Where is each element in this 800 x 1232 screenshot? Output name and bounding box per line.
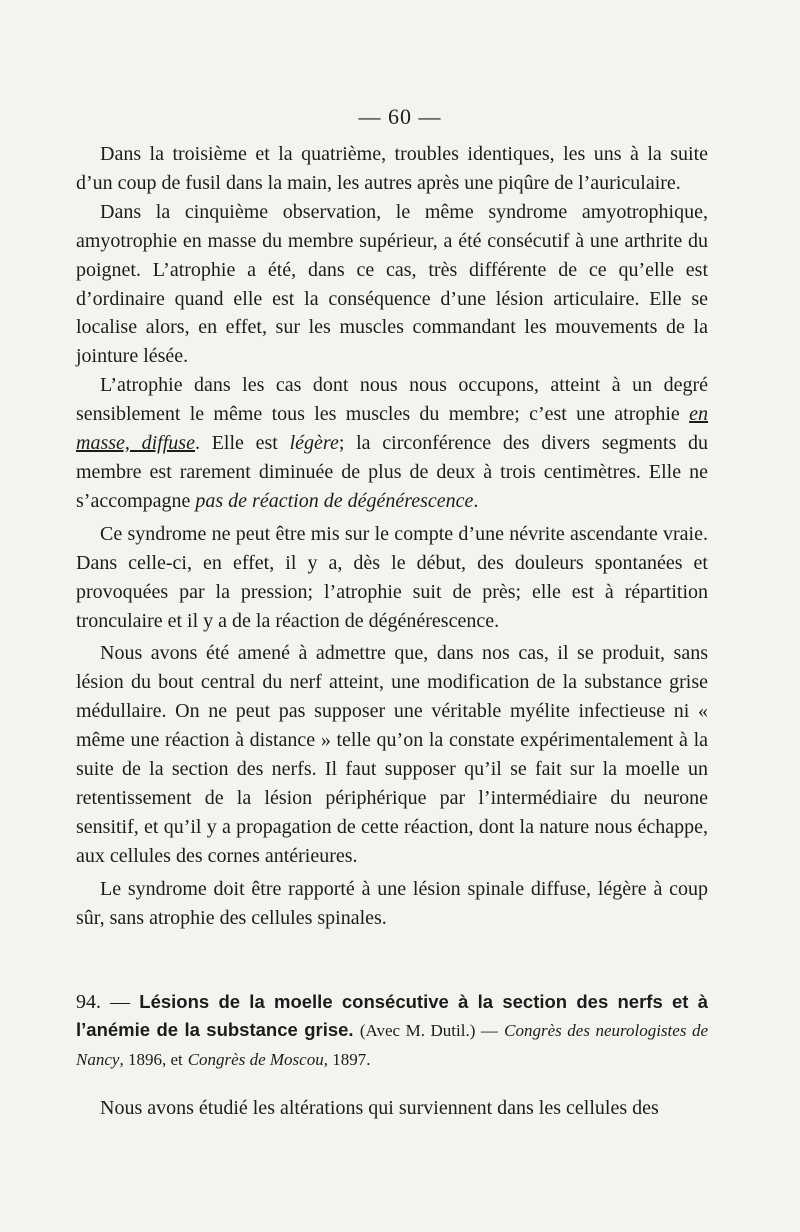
paragraph-2: Dans la cinquième observation, le même syndrome amyotrophique, amyotrophie en masse du membre supérieur, a été consécutif à une arthrite du poignet. L’atrophie a été, dans ce cas, très différente de ce qu’elle est d’ordinaire quand elle est la conséquence d’une lésion articulaire. Elle se localise alors, en effet, sur les muscles commandant les mouvements de la jointure lésée. (76, 200, 708, 368)
emphasis-pas-de-reaction: pas de réaction de dégénérescence (195, 489, 474, 512)
page-number: — 60 — (358, 104, 442, 129)
paragraph-3-part-e: ; la circonférence des divers segments du membre est rarement diminuée de plus de deux à trois centimètres. Elle ne s’accompagne (76, 432, 708, 512)
emphasis-legere: légère (289, 432, 339, 455)
entry-number: 94. — (76, 991, 131, 1013)
entry-coauthor: (Avec M. Dutil.) — (359, 1021, 498, 1040)
paragraph-4: Ce syndrome ne peut être mis sur le compte d’une névrite ascendante vraie. Dans celle-ci, en effet, il y a, dès le début, des douleurs spontanées et provoquées par la pression; l’atrophie suit de près; elle est à répartition tronculaire et il y a de la réaction de dégénérescence. (76, 522, 708, 632)
entry-year-1897: , 1897. (323, 1050, 371, 1069)
paragraph-3-part-g: . (473, 489, 479, 512)
paragraph-5: Nous avons été amené à admettre que, dans nos cas, il se produit, sans lésion du bout central du nerf atteint, une modification de la substance grise médullaire. On ne peut pas supposer une véritable myélite infectieuse ni « même une réaction à distance » telle qu’on la constate expérimentalement à la suite de la section des nerfs. Il faut supposer qu’il se fait sur la moelle un retentissement de la lésion périphérique par l’intermédiaire du neurone sensitif, et qu’il y a propagation de cette réaction, dont la nature nous échappe, aux cellules des cornes antérieures. (76, 642, 708, 867)
paragraph-6: Le syndrome doit être rapporté à une lésion spinale diffuse, légère à coup sûr, sans atrophie des cellules spinales. (76, 877, 708, 929)
paragraph-3 (76, 371, 708, 516)
paragraph-3-part-c: . Elle est (194, 432, 290, 455)
emphasis-en-masse-diffuse: en masse, diffuse (76, 403, 708, 455)
entry-title: Lésions de la moelle consécutive à la section des nerfs et à l’anémie de la substance grise. (76, 991, 709, 1040)
paragraph-1: Dans la troisième et la quatrième, troubles identiques, les uns à la suite d’un coup de fusil dans la main, les autres après une piqûre de l’auriculaire. (76, 143, 708, 194)
entry-year-1896: , 1896, et (119, 1050, 183, 1069)
paragraph-7: Nous avons étudié les altérations qui surviennent dans les cellules des (100, 1097, 659, 1119)
paragraph-3-part-a: L’atrophie dans les cas dont nous nous occupons, atteint à un degré sensiblement le même tous les muscles du membre; c’est une atrophie (76, 374, 708, 426)
body-text (76, 140, 708, 932)
bibliography-entry-94 (76, 988, 708, 1074)
entry-congress-nancy: Congrès des neurologistes de Nancy (76, 1021, 709, 1069)
entry-congress-moscou: Congrès de Moscou (187, 1050, 324, 1069)
